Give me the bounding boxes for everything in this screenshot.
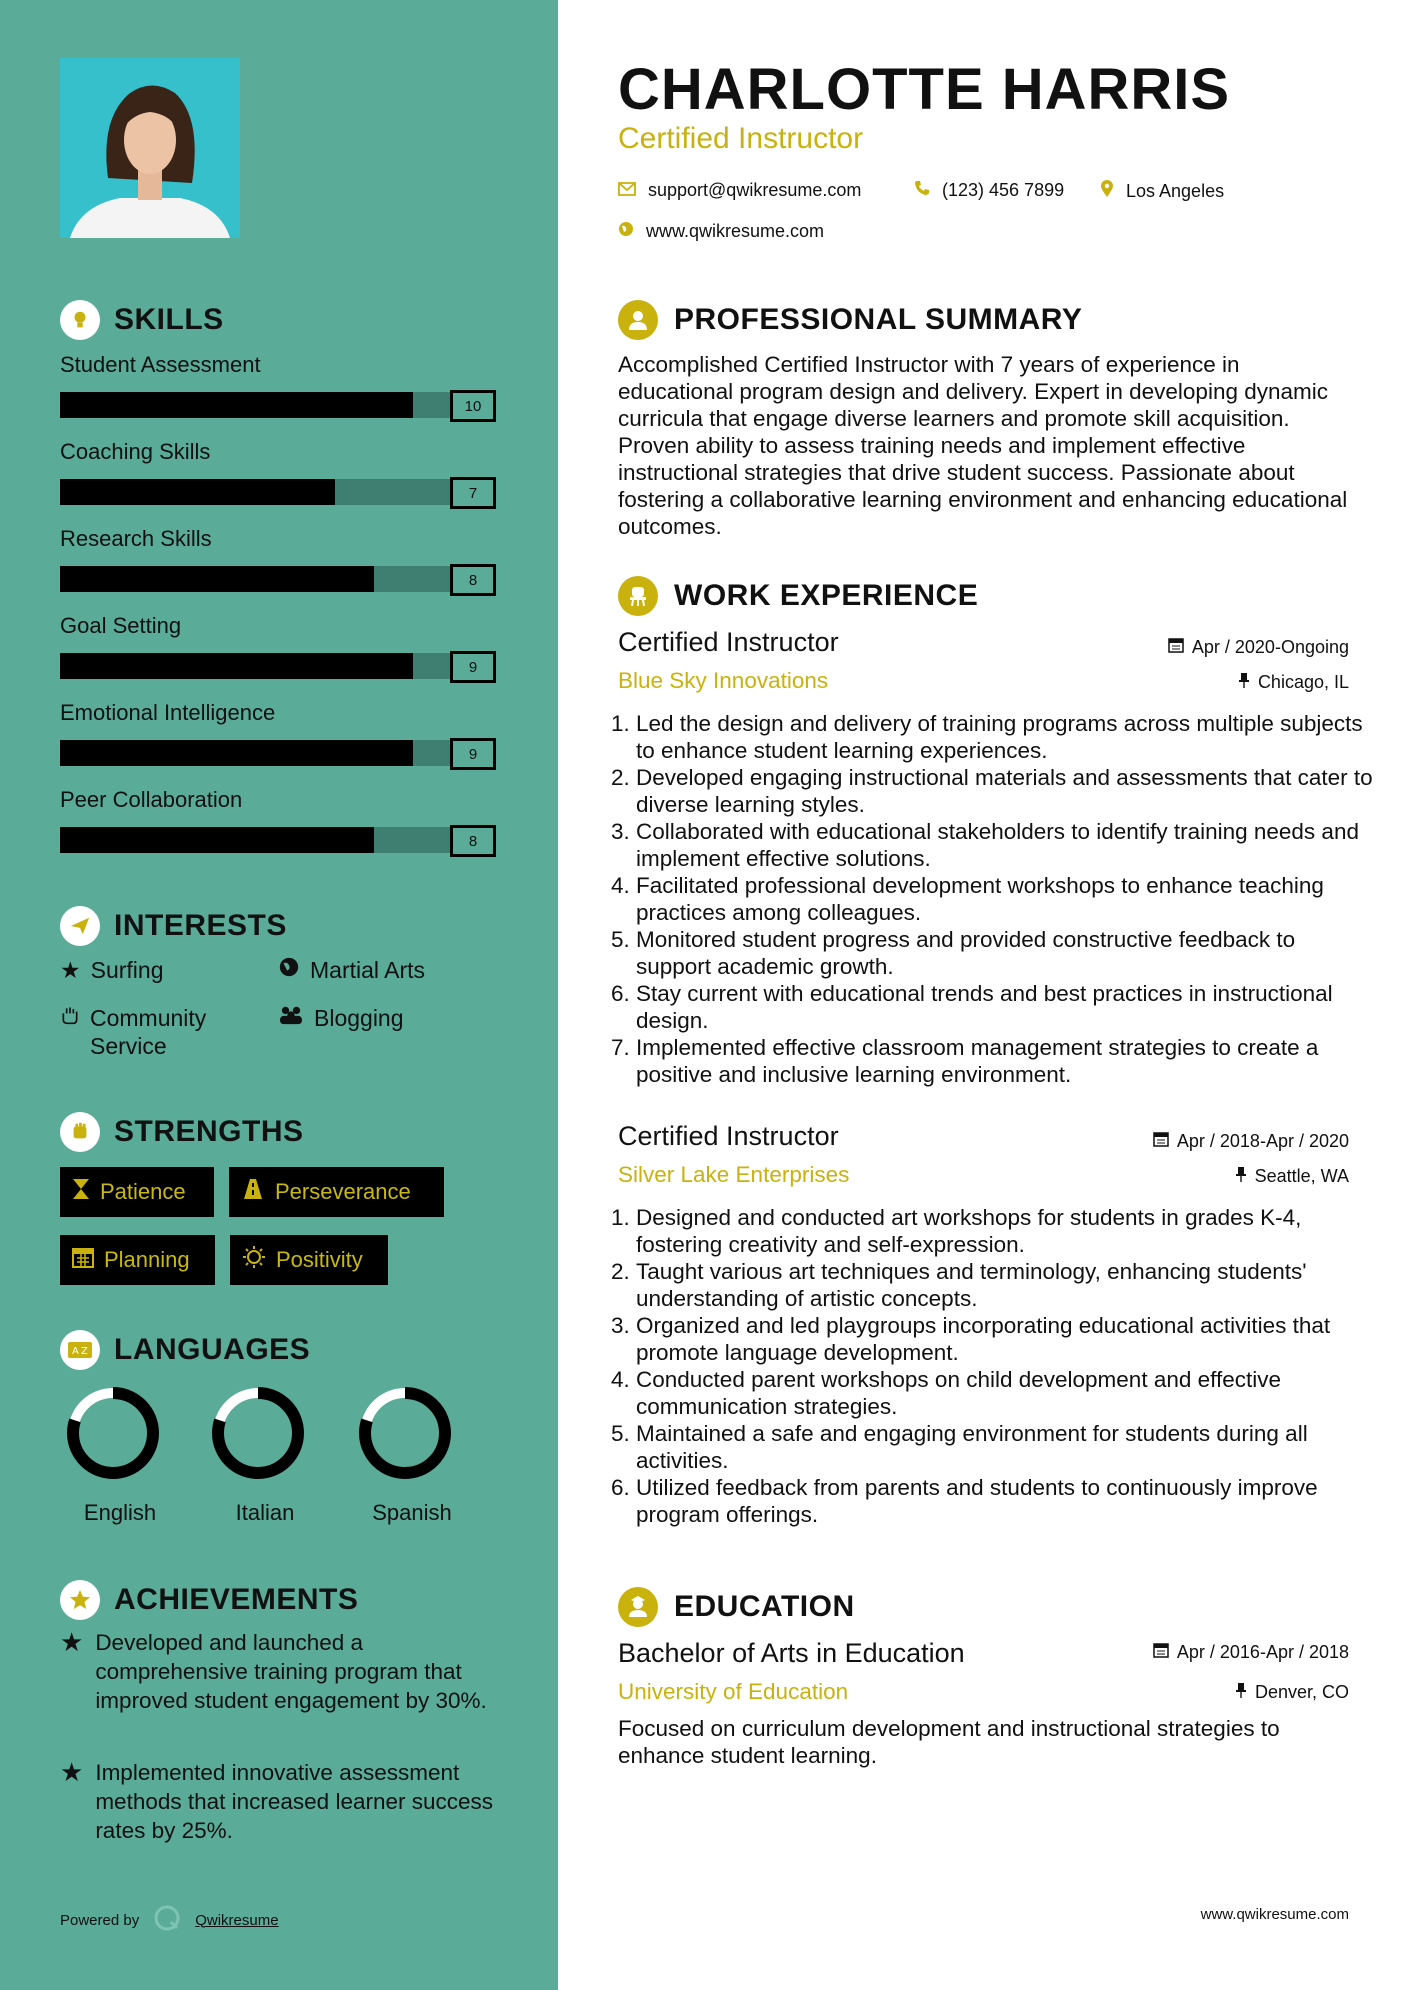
school-name: University of Education	[618, 1679, 849, 1704]
job-duties	[610, 710, 1376, 1088]
qwikresume-logo-icon	[153, 1904, 181, 1936]
interest-item	[278, 956, 425, 984]
skill-bar-fill	[60, 566, 374, 592]
duty-item: 2. Developed engaging instructional materials and assessments that cater to diverse learning styles.	[636, 764, 1376, 818]
strength-chip	[230, 1235, 388, 1285]
summary-text: Accomplished Certified Instructor with 7 years of experience in educational program design and delivery. Expert in developing dynamic curricula that engage diverse learners and promote skill acquisition. Proven ability to assess training needs and implement effective instructional strategies that drive student success. Passionate about fostering a collaborative learning environment and enhancing educational outcomes.	[618, 352, 1348, 539]
job-duties	[610, 1204, 1376, 1528]
skill-bar	[60, 827, 496, 853]
skill-score: 7	[450, 477, 496, 509]
summary-title: PROFESSIONAL SUMMARY	[674, 303, 1083, 336]
strengths-title: STRENGTHS	[114, 1115, 304, 1148]
lightbulb-icon	[60, 300, 100, 340]
duty-item: 1. Designed and conducted art workshops for students in grades K-4, fostering creativity and self-expression.	[636, 1204, 1376, 1258]
paper-plane-icon	[60, 906, 100, 946]
email-text: support@qwikresume.com	[648, 180, 862, 200]
envelope-icon	[618, 180, 636, 201]
duty-item: 3. Organized and led playgroups incorporating educational activities that promote language development.	[636, 1312, 1376, 1366]
interest-label: Martial Arts	[310, 957, 426, 983]
interest-item	[60, 956, 164, 984]
achievements-heading	[60, 1580, 358, 1620]
website-text: www.qwikresume.com	[646, 221, 825, 241]
strengths-heading	[60, 1112, 304, 1152]
company-name: Blue Sky Innovations	[618, 668, 829, 693]
hourglass-icon	[72, 1178, 90, 1206]
strength-chip	[60, 1167, 214, 1217]
interest-label: Community Service	[90, 1005, 207, 1059]
skill-bar-fill	[60, 392, 413, 418]
strength-chip	[229, 1167, 444, 1217]
skill-bar-fill	[60, 740, 413, 766]
users-icon	[278, 1004, 304, 1032]
pushpin-icon	[1235, 1166, 1247, 1187]
star-icon: ★	[60, 957, 81, 983]
experience-heading	[618, 576, 978, 616]
strength-label: Perseverance	[275, 1179, 411, 1204]
powered-by-text: Powered by	[60, 1911, 140, 1929]
calendar-icon	[72, 1246, 94, 1274]
footer-url[interactable]: www.qwikresume.com	[1200, 1906, 1349, 1923]
interests-heading	[60, 906, 287, 946]
qwikresume-link[interactable]: Qwikresume	[195, 1911, 279, 1929]
skill-label: Emotional Intelligence	[60, 700, 276, 725]
job-location	[1238, 672, 1349, 693]
language-label: English	[83, 1500, 157, 1525]
dates-text: Apr / 2016-Apr / 2018	[1176, 1642, 1349, 1662]
interest-label: Blogging	[314, 1005, 404, 1031]
sun-icon	[242, 1245, 266, 1275]
job-dates	[1168, 637, 1349, 658]
powered-by	[60, 1904, 279, 1936]
achievements-title: ACHIEVEMENTS	[114, 1583, 359, 1616]
skill-score: 10	[450, 390, 496, 422]
road-icon	[241, 1179, 265, 1205]
skills-heading	[60, 300, 224, 340]
duty-item: 7. Implemented effective classroom management strategies to create a positive and inclusive learning environment.	[636, 1034, 1376, 1088]
user-icon	[618, 300, 658, 340]
skill-bar	[60, 653, 496, 679]
svg-text:A: A	[72, 1346, 79, 1357]
language-label: Spanish	[372, 1500, 452, 1525]
duty-item: 6. Utilized feedback from parents and students to continuously improve program offerings.	[636, 1474, 1376, 1528]
skills-title: SKILLS	[114, 303, 224, 336]
achievement-text: Developed and launched a comprehensive training program that improved student engagement by 30%.	[95, 1630, 487, 1713]
job-title: Certified Instructor	[618, 627, 839, 657]
achievement-item	[60, 1758, 500, 1845]
interest-label: Surfing	[90, 957, 164, 983]
skill-bar-fill	[60, 479, 335, 505]
strength-chip	[60, 1235, 215, 1285]
location-text: Chicago, IL	[1257, 672, 1349, 692]
svg-text:Z: Z	[81, 1346, 88, 1357]
contact-email[interactable]	[618, 180, 861, 201]
duty-item: 2. Taught various art techniques and terminology, enhancing students' understanding of artistic concepts.	[636, 1258, 1376, 1312]
interest-item	[60, 1004, 260, 1060]
interests-title: INTERESTS	[114, 909, 287, 942]
contact-phone[interactable]	[914, 180, 1064, 201]
phone-icon	[914, 180, 930, 201]
language-gauge	[357, 1385, 453, 1481]
dates-text: Apr / 2018-Apr / 2020	[1176, 1131, 1349, 1151]
duty-item: 4. Facilitated professional development workshops to enhance teaching practices among colleagues.	[636, 872, 1376, 926]
duty-item: 5. Maintained a safe and engaging environment for students during all activities.	[636, 1420, 1376, 1474]
contact-location	[1100, 180, 1224, 203]
experience-title: WORK EXPERIENCE	[674, 579, 979, 612]
achievement-item	[60, 1628, 500, 1715]
location-text: Denver, CO	[1254, 1682, 1349, 1702]
duty-item: 3. Collaborated with educational stakeholders to identify training needs and implement effective solutions.	[636, 818, 1376, 872]
candidate-name: CHARLOTTE HARRIS	[618, 57, 1231, 122]
calendar-icon	[1153, 1642, 1169, 1663]
languages-heading	[60, 1330, 310, 1370]
language-label: Italian	[235, 1500, 295, 1525]
duty-item: 5. Monitored student progress and provided constructive feedback to support academic growth.	[636, 926, 1376, 980]
strength-label: Patience	[100, 1179, 186, 1204]
location-text: Los Angeles	[1126, 181, 1225, 201]
skill-label: Coaching Skills	[60, 439, 211, 464]
skill-bar	[60, 479, 496, 505]
calendar-icon	[1168, 637, 1184, 658]
degree-title: Bachelor of Arts in Education	[618, 1638, 965, 1668]
summary-heading	[618, 300, 1082, 340]
language-gauge	[210, 1385, 306, 1481]
job-location	[1235, 1166, 1349, 1187]
star-badge-icon	[60, 1580, 100, 1620]
hand-icon	[60, 1004, 80, 1032]
skill-label: Research Skills	[60, 526, 212, 551]
fist-icon	[60, 1112, 100, 1152]
skill-score: 9	[450, 738, 496, 770]
strength-label: Planning	[104, 1247, 190, 1272]
duty-item: 6. Stay current with educational trends and best practices in instructional design.	[636, 980, 1376, 1034]
pushpin-icon	[1238, 672, 1250, 693]
calendar-icon	[1153, 1131, 1169, 1152]
skill-label: Goal Setting	[60, 613, 182, 638]
skill-label: Student Assessment	[60, 352, 261, 377]
education-location	[1235, 1682, 1349, 1703]
skill-bar	[60, 740, 496, 766]
location-text: Seattle, WA	[1254, 1166, 1349, 1186]
contact-website[interactable]	[618, 221, 824, 242]
education-text: Focused on curriculum development and instructional strategies to enhance student learning.	[618, 1716, 1280, 1768]
company-name: Silver Lake Enterprises	[618, 1162, 850, 1187]
job-dates	[1153, 1131, 1349, 1152]
chair-icon	[618, 576, 658, 616]
education-dates	[1153, 1642, 1349, 1663]
globe-icon	[278, 956, 300, 984]
language-gauge	[65, 1385, 161, 1481]
strength-label: Positivity	[276, 1247, 363, 1272]
translate-icon	[60, 1330, 100, 1370]
phone-text: (123) 456 7899	[942, 180, 1065, 200]
languages-title: LANGUAGES	[114, 1333, 311, 1366]
pushpin-icon	[1235, 1682, 1247, 1703]
skill-bar	[60, 566, 496, 592]
education-title: EDUCATION	[674, 1590, 855, 1623]
sidebar	[0, 0, 558, 1990]
skill-score: 8	[450, 825, 496, 857]
skill-label: Peer Collaboration	[60, 787, 243, 812]
skill-bar	[60, 392, 496, 418]
duty-item: 4. Conducted parent workshops on child development and effective communication strategies.	[636, 1366, 1376, 1420]
dates-text: Apr / 2020-Ongoing	[1191, 637, 1349, 657]
skill-score: 8	[450, 564, 496, 596]
achievement-text: Implemented innovative assessment methods that increased learner success rates by 25%.	[95, 1760, 494, 1843]
star-icon: ★	[60, 1627, 84, 1657]
profile-photo	[60, 58, 240, 238]
interest-item	[278, 1004, 404, 1032]
star-icon: ★	[60, 1757, 84, 1787]
job-title: Certified Instructor	[618, 1121, 839, 1151]
skill-bar-fill	[60, 653, 413, 679]
skill-score: 9	[450, 651, 496, 683]
candidate-title: Certified Instructor	[618, 122, 864, 155]
education-heading	[618, 1587, 855, 1627]
map-pin-icon	[1100, 180, 1114, 203]
skill-bar-fill	[60, 827, 374, 853]
duty-item: 1. Led the design and delivery of training programs across multiple subjects to enhance student learning experiences.	[636, 710, 1376, 764]
graduate-icon	[618, 1587, 658, 1627]
globe-icon	[618, 221, 634, 242]
